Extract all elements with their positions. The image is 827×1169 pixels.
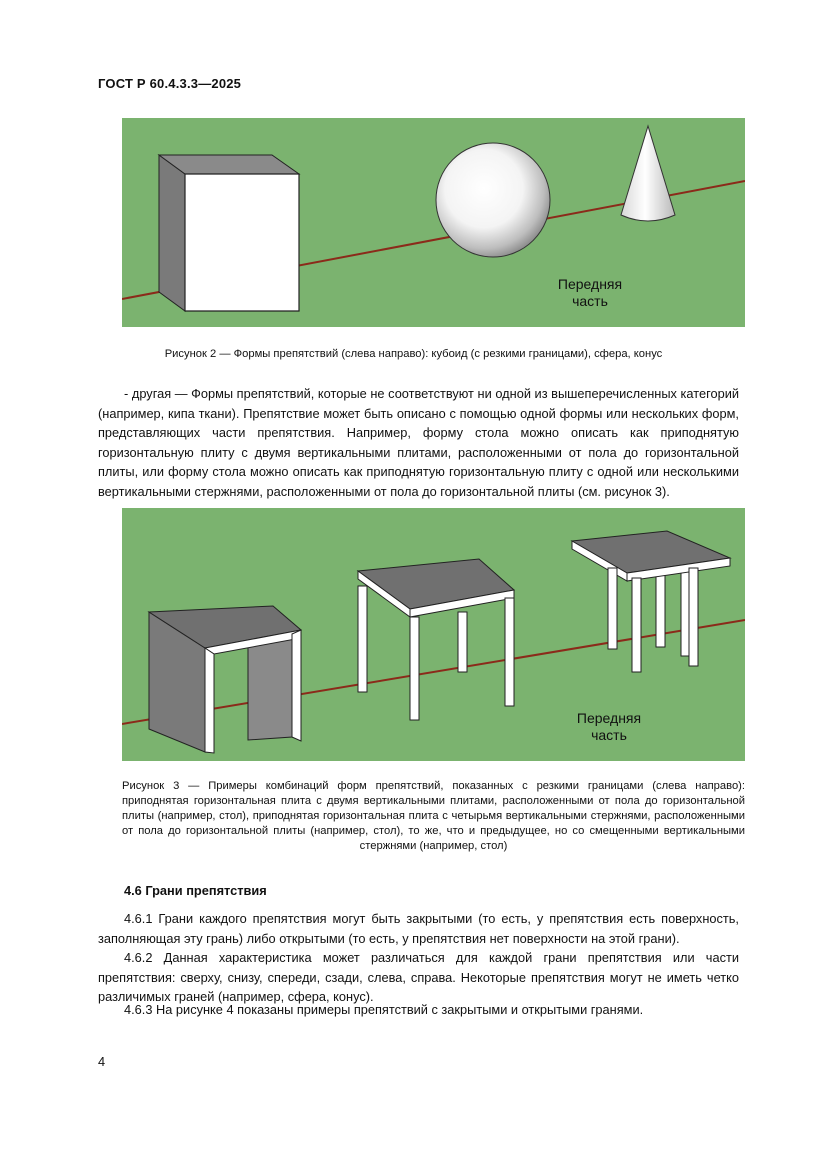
front-side-label-line2: часть xyxy=(591,727,627,743)
cuboid-shape xyxy=(159,155,299,311)
section-heading-4-6: 4.6 Грани препятствия xyxy=(124,883,267,898)
front-side-label-line1: Передняя xyxy=(576,710,642,726)
paragraph-4-6-1: 4.6.1 Грани каждого препятствия могут быть закрытыми (то есть, у препятствия есть поверхность, заполняющая эту грань) либо открытыми (то есть, у препятствия нет поверхности на этой грани). xyxy=(98,911,739,946)
document-header: ГОСТ Р 60.4.3.3—2025 xyxy=(98,76,242,91)
page-number: 4 xyxy=(98,1054,106,1069)
figure-2-caption: Рисунок 2 — Формы препятствий (слева направо): кубоид (с резкими границами), сфера, конус xyxy=(164,348,663,360)
paragraph-other-shapes: - другая — Формы препятствий, которые не соответствуют ни одной из вышеперечисленных категорий (например, кипа ткани). Препятствие может быть описано с помощью одной формы или нескольких форм, представляющих части препятствия. Например, форму стола можно описать как приподнятую горизонтальную плиту с двумя вертикальными плитами, расположенными от пола до горизонтальной плиты, или форму стола можно описать как приподнятую горизонтальную плиту с одной или несколькими вертикальными стержнями, расположенными от пола до горизонтальной плиты (см. рисунок 3). xyxy=(98,386,739,499)
paragraph-4-6-3: 4.6.3 На рисунке 4 показаны примеры препятствий с закрытыми и открытыми гранями. xyxy=(124,1002,644,1017)
figure-3-caption: Рисунок 3 — Примеры комбинаций форм препятствий, показанных с резкими границами (слева направо): приподнятая горизонтальная плита с двумя вертикальными плитами, расположенными от пола до горизонтальной плиты (например, стол), приподнятая горизонтальная плита с четырьмя вертикальными стержнями, расположенными от пола до горизонтальной плиты (например, стол), то же, что и предыдущее, но со смещенными вертикальными стержнями (например, стол) xyxy=(122,780,745,852)
figure-2-obstacle-shapes xyxy=(122,118,745,327)
figure-3-shape-combinations xyxy=(122,508,745,761)
sphere-shape xyxy=(436,143,550,257)
front-side-label-line2: часть xyxy=(572,293,608,309)
paragraph-4-6-2: 4.6.2 Данная характеристика может различаться для каждой грани препятствия или части препятствия: сверху, снизу, спереди, сзади, слева, справа. Некоторые препятствия могут не иметь четко различимых граней (например, сфера, конус). xyxy=(98,950,739,1004)
front-side-label-line1: Передняя xyxy=(557,276,623,292)
